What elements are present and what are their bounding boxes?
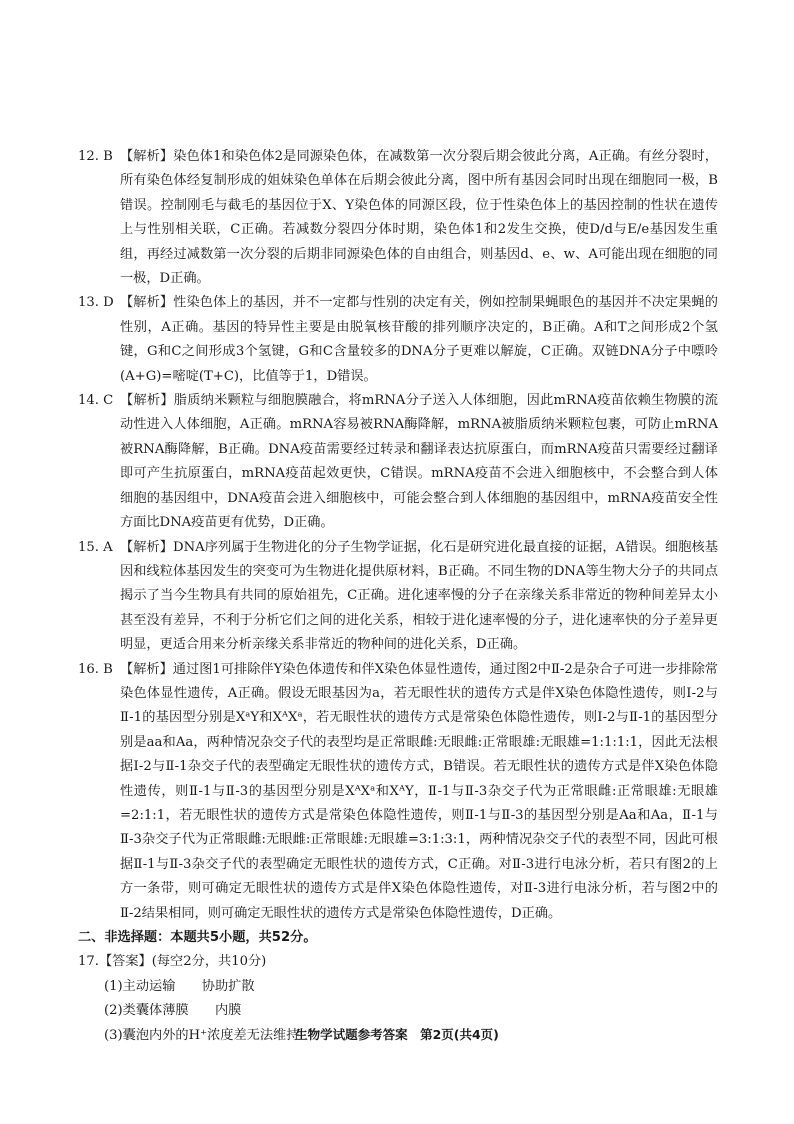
answer-item-16 (78, 658, 718, 926)
q17-heading: 17.【答案】(每空2分，共10分) (78, 954, 267, 970)
item-number: 14. C (78, 393, 114, 409)
section-heading: 二、非选择题：本题共5小题，共52分。 (78, 930, 317, 945)
item-explanation: 【解析】染色体1和染色体2是同源染色体，在减数第一次分裂后期会彼此分离，A正确。有丝分裂时，所有染色体经复制形成的姐妹染色单体在后期会彼此分离，图中所有基因会同时出现在细胞同一极，B错误。控制刚毛与截毛的基因位于X、Y染色体的同源区段，位于性染色体上的基因控制的性状在遗传上与性别相关联，C正确。若减数分裂四分体时期，染色体1和2发生交换，使D/d与E/e基因发生重组，再经过减数第一次分裂的后期非同源染色体的自由组合，则基因d、e、w、A可能出现在细胞的同一极，D正确。 (120, 149, 718, 287)
item-number: 12. B (78, 149, 113, 164)
answer-item-15 (78, 536, 718, 658)
item-number: 16. B (78, 661, 113, 677)
answer-content (78, 145, 718, 1048)
answer-item-12 (78, 145, 718, 291)
item-number: 13. D (78, 295, 114, 311)
answer-item-14 (78, 389, 718, 535)
item-explanation: 【解析】脂质纳米颗粒与细胞膜融合，将mRNA分子送入人体细胞，因此mRNA疫苗依赖生物膜的流动性进入人体细胞，A正确。mRNA容易被RNA酶降解，mRNA被脂质纳米颗粒包裹，可防止mRNA被RNA酶降解，B正确。DNA疫苗需要经过转录和翻译表达抗原蛋白，而mRNA疫苗只需要经过翻译即可产生抗原蛋白，mRNA疫苗起效更快，C错误。mRNA疫苗不会进入细胞核中，不会整合到人体细胞的基因组中，DNA疫苗会进入细胞核中，可能会整合到人体细胞的基因组中，mRNA疫苗安全性方面比DNA疫苗更有优势，D正确。 (120, 393, 718, 531)
q17-answer-line: (3)囊泡内外的H⁺浓度差无法维持 (104, 1027, 300, 1043)
item-explanation: 【解析】性染色体上的基因，并不一定都与性别的决定有关，例如控制果蝇眼色的基因并不决定果蝇的性别，A正确。基因的特异性主要是由脱氧核苷酸的排列顺序决定的，B正确。A和T之间形成2个氢键，G和C之间形成3个氢键，G和C含量较多的DNA分子更难以解旋，C正确。双链DNA分子中嘌呤(A+G)=嘧啶(T+C)，比值等于1，D错误。 (120, 295, 718, 384)
item-explanation: 【解析】通过图1可排除伴Y染色体遗传和伴X染色体显性遗传，通过图2中Ⅱ-2是杂合子可进一步排除常染色体显性遗传，A正确。假设无眼基因为a，若无眼性状的遗传方式是伴X染色体隐性遗传，则Ⅰ-2与Ⅱ-1的基因型分别是XᵃY和XᴬXᵃ，若无眼性状的遗传方式是常染色体隐性遗传，则Ⅰ-2与Ⅱ-1的基因型分别是aa和Aa，两种情况杂交子代的表型均是正常眼雌:无眼雌:正常眼雄:无眼雄=1:1:1:1，因此无法根据Ⅰ-2与Ⅱ-1杂交子代的表型确定无眼性状的遗传方式，B错误。若无眼性状的遗传方式是伴X染色体隐性遗传，则Ⅱ-1与Ⅱ-3的基因型分别是XᴬXᵃ和XᴬY，Ⅱ-1与Ⅱ-3杂交子代为正常眼雌:正常眼雄:无眼雄=2:1:1，若无眼性状的遗传方式是常染色体隐性遗传，则Ⅱ-1与Ⅱ-3的基因型分别是Aa和Aa，Ⅱ-1与Ⅱ-3杂交子代为正常眼雌:无眼雌:正常眼雄:无眼雄=3:1:3:1，两种情况杂交子代的表型不同，因此可根据Ⅱ-1与Ⅱ-3杂交子代的表型确定无眼性状的遗传方式，C正确。对Ⅱ-3进行电泳分析，若只有图2的上方一条带，则可确定无眼性状的遗传方式是伴X染色体隐性遗传，对Ⅱ-3进行电泳分析，若与图2中的Ⅱ-2结果相同，则可确定无眼性状的遗传方式是常染色体隐性遗传，D正确。 (120, 661, 718, 921)
answer-item-13 (78, 291, 718, 389)
q17-answer-line: (2)类囊体薄膜 内膜 (104, 1003, 242, 1019)
page-footer: 生物学试题参考答案 第2页(共4页) (295, 1027, 499, 1042)
item-number: 15. A (78, 539, 113, 555)
q17-answer-line: (1)主动运输 协助扩散 (104, 978, 255, 994)
item-explanation: 【解析】DNA序列属于生物进化的分子生物学证据，化石是研究进化最直接的证据，A错误。细胞核基因和线粒体基因发生的突变可为生物进化提供原材料，B正确。不同生物的DNA等生物大分子的共同点揭示了当今生物具有共同的原始祖先，C正确。进化速率慢的分子在亲缘关系非常近的物种间差异太小甚至没有差异，不利于分析它们之间的进化关系，相较于进化速率慢的分子，进化速率快的分子差异更明显，更适合用来分析亲缘关系非常近的物种间的进化关系，D正确。 (120, 539, 718, 653)
